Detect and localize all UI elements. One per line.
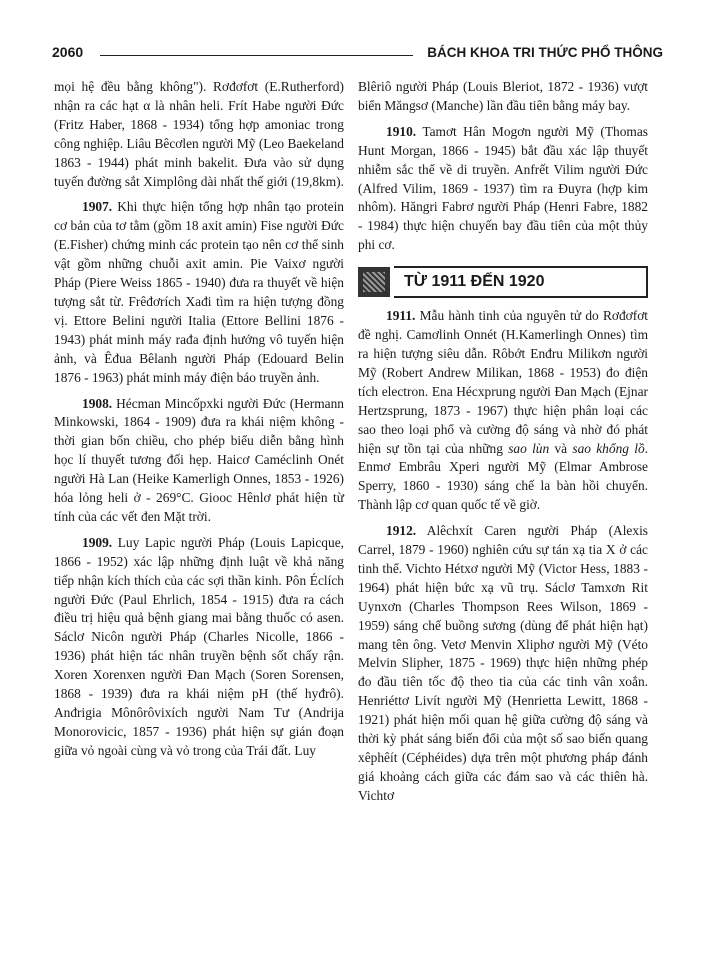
ornament-icon [358,267,390,297]
page-number: 2060 [52,44,84,60]
year-label: 1911. [386,308,416,324]
paragraph-text: Alêchxít Caren người Pháp (Alexis Carrel, 1879 - 1960) nghiên cứu sự tán xạ tia X ở các tinh thể. Vichto Hétxơ người Mỹ (Victor Hess, 1883 - 1964) phát hiện bức xạ vũ trụ. Sáclơ Tamxơn Rit Uynxơn (Charles Thompson Rees Wilson, 1869 - 1959) sáng chế buồng sương (dùng để phát hiện hạt) mang tên ông. Vetơ Menvin Xliphơ người Mỹ (Véto Melvin Slipher, 1875 - 1969) thực hiện những phép đo đầu tiên tốc độ theo tia của các tinh vân xoắn. Henriéttơ Livít người Mỹ (Henrietta Lewitt, 1868 - 1921) phát hiện mối quan hệ giữa cường độ sáng và thời kỳ phát sáng biến đổi của một số sao biến quang xêphêít (Céphéides) dựa trên một phương pháp đánh giá khoảng cách giữa các đám sao và các thiên hà. Vichtơ [358,523,648,803]
paragraph-continued: mọi hệ đều bằng không"). Rơđơfơt (E.Rutherford) nhận ra các hạt α là nhân heli. Frít Habe người Đức (Fritz Haber, 1868 - 1934) tổng hợp amoniac trong công nghiệp. Liâu Bêcơlen người Mỹ (Leo Baekeland 1863 - 1944) phát minh bakelit. Đưa vào sử dụng tuyến đường sắt Ximplông dài nhất thế giới (19,8km). [54,79,344,189]
year-label: 1912. [386,523,417,539]
section-heading [358,267,648,297]
paragraph-1907 [54,198,344,387]
left-column [54,78,344,768]
year-label: 1909. [82,534,113,550]
paragraph-text: Hécman Mincốpxki người Đức (Hermann Minkowski, 1864 - 1909) đưa ra khái niệm không - thời gian bốn chiều, cho phép biểu diễn bằng hình học lí thuyết tương đối hẹp. Haicơ Caméclinh Onét người Hà Lan (Heike Kamerligh Onnes, 1853 - 1926) hóa lỏng heli ở - 269°C. Giooc Hênlơ phát hiện từ tính của các vết đen Mặt trời. [54,395,344,524]
year-label: 1908. [82,395,113,411]
paragraph-continued: Blêriô người Pháp (Louis Bleriot, 1872 - 1936) vượt biển Măngsơ (Manche) lần đầu tiên bằng máy bay. [358,79,648,113]
paragraph-text: Mẫu hành tinh của nguyên tử do Rơđơfơt đề nghị. Camơlinh Onnét (H.Kamerlingh Onnes) tìm ra hiện tượng siêu dẫn. Rôbớt Enđru Milikơn người Mỹ (Robert Andrew Milikan, 1868 - 1953) đo điện tích electron. Ena Hécxprung người Đan Mạch (Ejnar Hertzsprung, 1873 - 1967) thực hiện phân loại các sao theo loại phổ và cường độ sáng và nhờ đó phát hiện sự tồn tại của những [358,308,648,456]
paragraph-1908 [54,395,344,527]
paragraph-text: Luy Lapic người Pháp (Louis Lapicque, 1866 - 1952) xác lập những định luật về khả năng tiếp nhận kích thích của các sợi thần kinh. Pôn Éclích người Đức (Paul Ehrlich, 1854 - 1915) đưa ra cách điều trị hiệu quả bệnh giang mai bằng thuốc có asen. Sáclơ Nicôn người Pháp (Charles Nicolle, 1866 - 1936) phát hiện tác nhân truyền bệnh sốt chấy rận. Xoren Xorenxen người Đan Mạch (Soren Sorensen, 1868 - 1939) đưa ra khái niệm pH (thế hyđrô). Anđrigia Mônôrôvixích người Nam Tư (Andrija Monorovicic, 1857 - 1936) phát hiện sự gián đoạn giữa vỏ ngoài cùng và vỏ trong của Trái đất. Luy [54,534,344,758]
italic-term: sao khổng lồ [572,440,645,456]
page-header [52,44,663,64]
running-title: BÁCH KHOA TRI THỨC PHỔ THÔNG [427,45,663,60]
paragraph-1912 [358,522,648,806]
paragraph-text: . Enmơ Embrâu Xperi người Mỹ (Elmar Ambrose Sperry, 1860 - 1930) sáng chế la bàn hồi chuyển. Thành lập cơ quan quốc tế về giờ. [358,440,649,513]
year-label: 1907. [82,199,113,215]
italic-term: sao lùn [508,440,550,456]
paragraph-text: và [549,440,573,456]
paragraph-1911 [358,307,648,515]
right-column [358,78,648,813]
paragraph-1909 [54,534,344,761]
paragraph-text: Khi thực hiện tổng hợp nhân tạo protein cơ bản của tơ tằm (gồm 18 axit amin) Fise người Đức (E.Fisher) chứng minh các protein tạo nên cơ thể sinh vật gồm những chuỗi axit amin. Pie Vaixơ người Pháp (Piere Weiss 1865 - 1940) đưa ra thuyết về hiện tượng sắt từ. Frêđơrích Xađi tìm ra hiện tượng đồng vị. Ettore Belini người Italia (Ettore Bellini 1876 - 1943) phát minh máy rađa định hướng vô tuyến hiện ảnh, và Êđua Bêlanh người Pháp (Edouard Belin 1876 - 1963) phát minh máy điện báo truyền ảnh. [54,199,344,385]
header-rule [100,55,413,56]
paragraph-1910 [358,123,648,255]
paragraph-text: Tamơt Hân Mogơn người Mỹ (Thomas Hunt Morgan, 1866 - 1945) bắt đầu xác lập thuyết nhiễm sắc thể về di truyền. Anfrết Vilim người Đức (Alfred Vilim, 1869 - 1937) tìm ra Đuyra (hợp kim nhôm). Hăngri Fabrơ người Pháp (Henri Fabre, 1882 - 1984) thực hiện chuyến bay đầu tiên của một thủy phi cơ. [358,123,648,253]
year-label: 1910. [386,123,417,139]
section-title: TỪ 1911 ĐẾN 1920 [394,266,648,298]
